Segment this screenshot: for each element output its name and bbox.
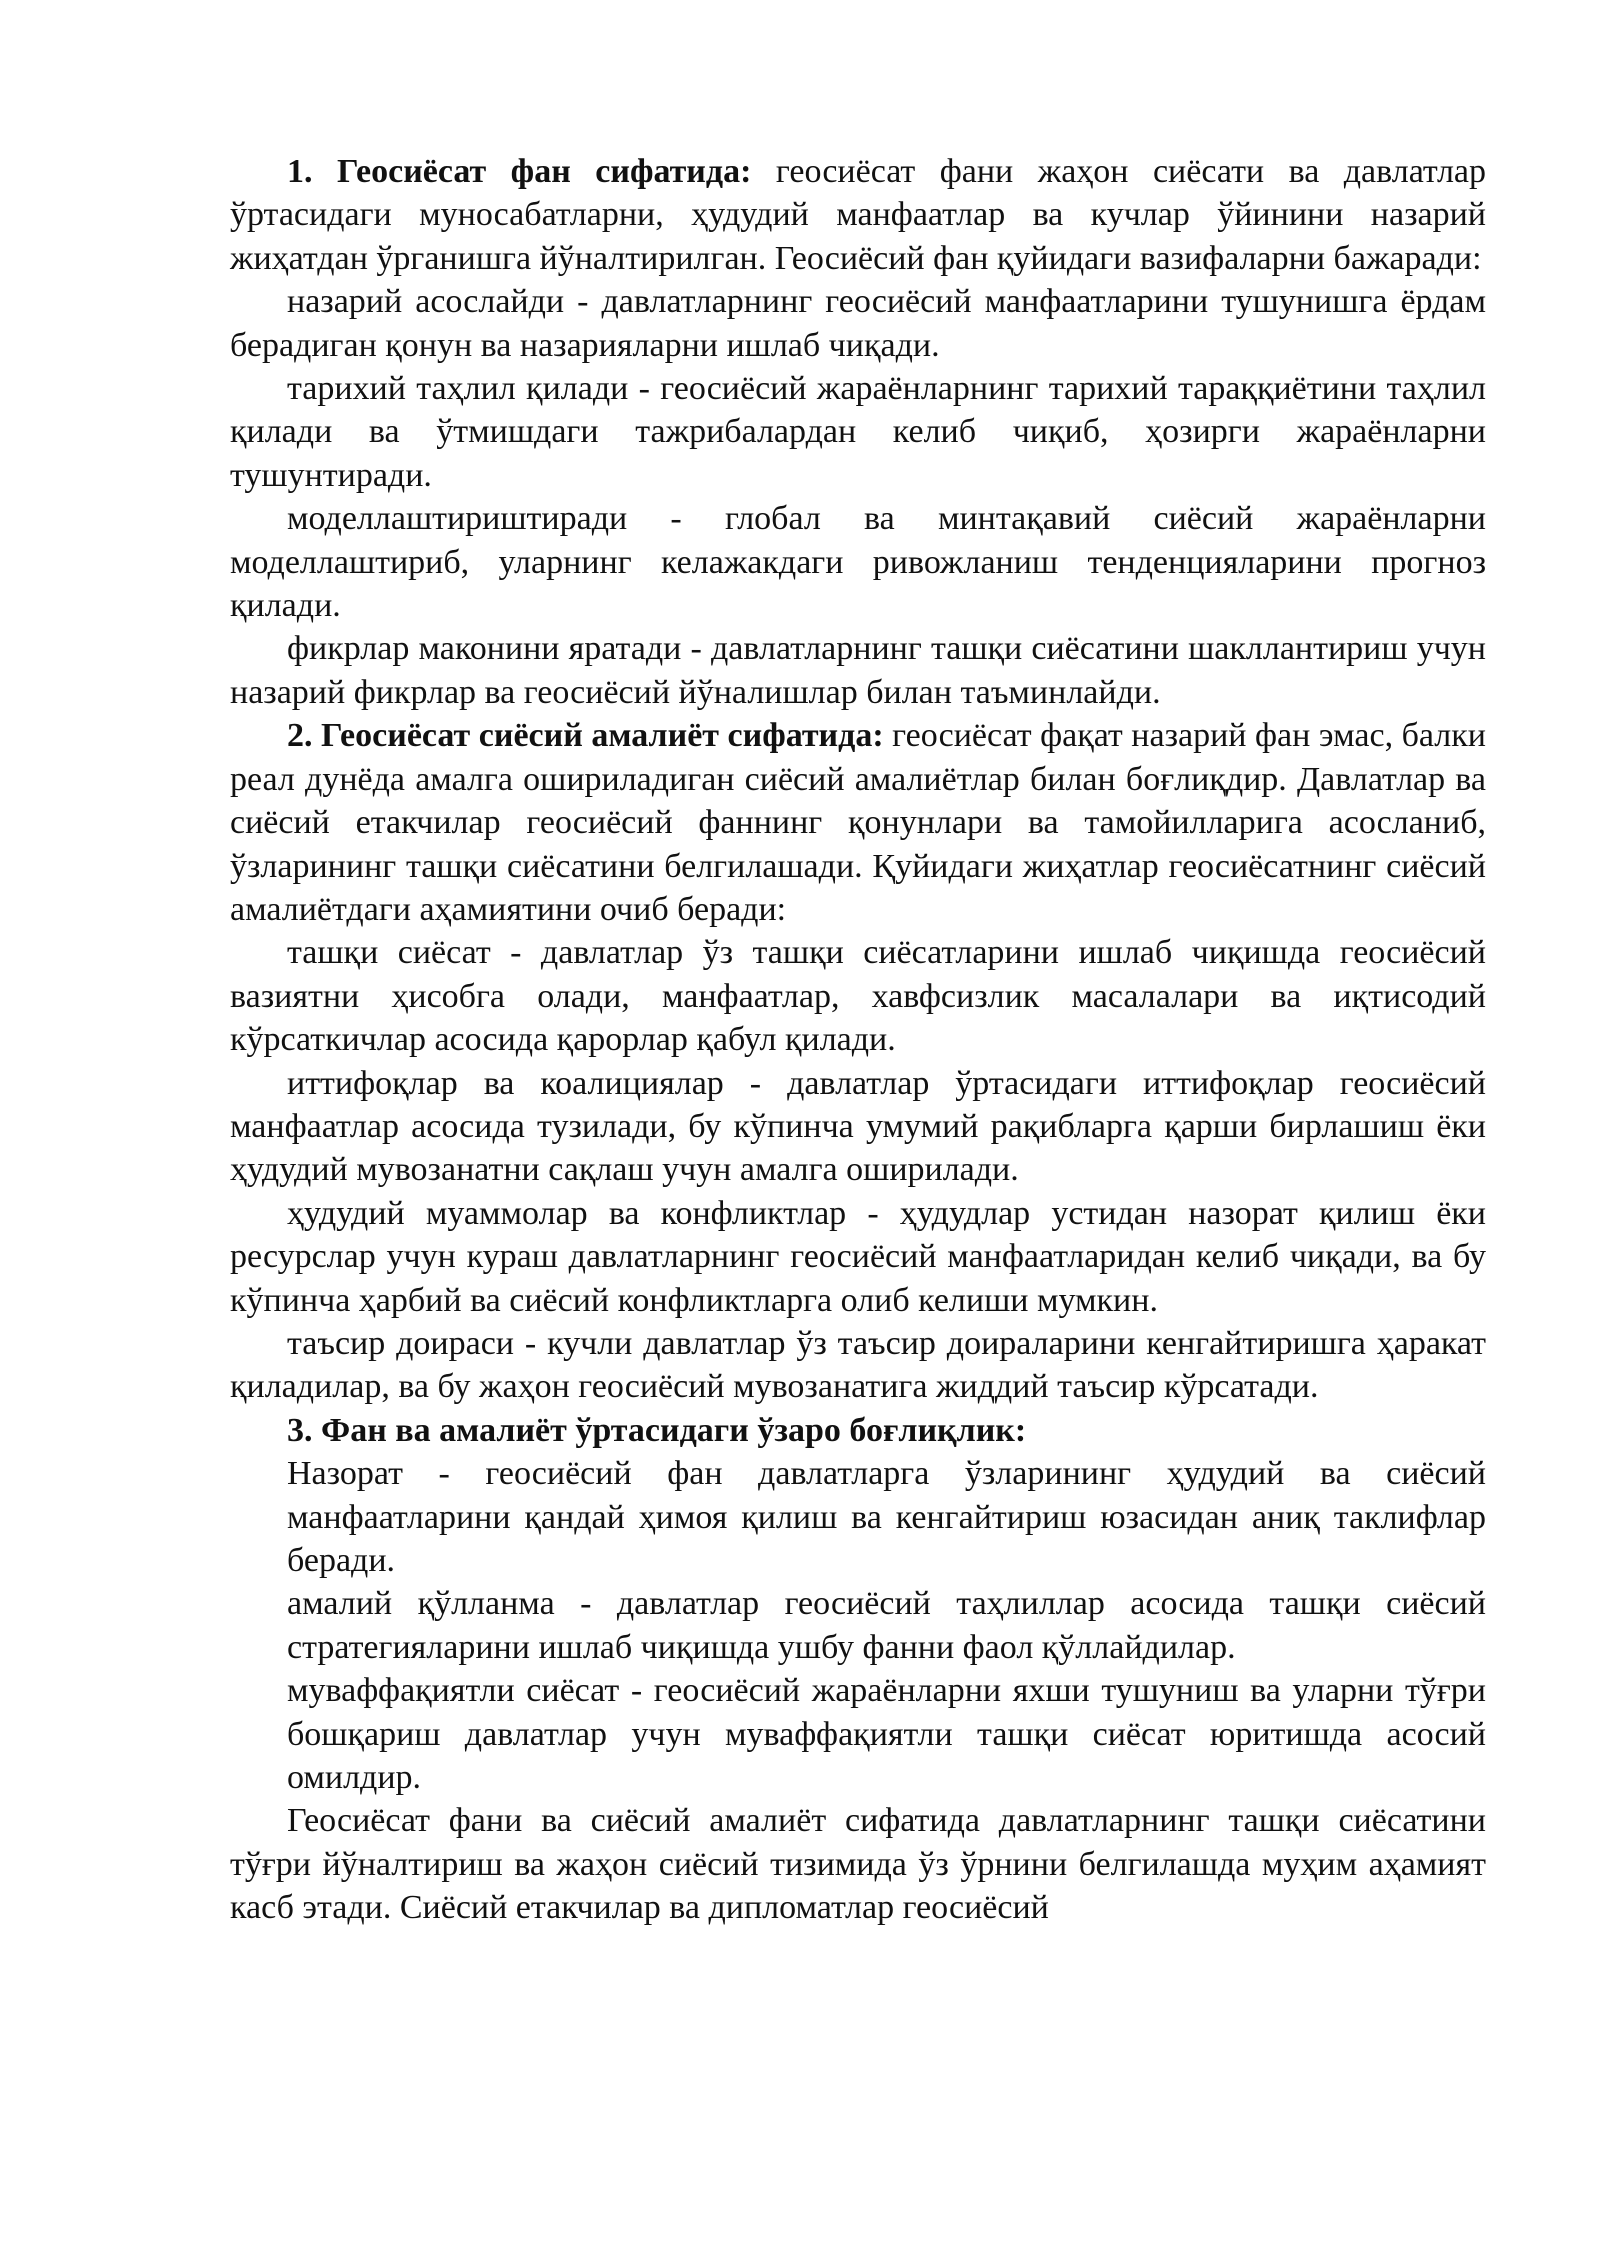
section-2-intro: геосиёсат фақат назарий фан эмас, балки реал дунёда амалга ошириладиган сиёсий амалиётлар билан боғлиқдир. Давлатлар ва сиёсий етакчилар геосиёсий фаннинг қонунлари ва тамойилларига асосланиб, ўзларининг ташқи сиёсатини белгилашади. Қуйидаги жиҳатлар геосиёсатнинг сиёсий амалиётдаги аҳамиятини очиб беради: (230, 717, 1486, 928)
section-2-heading: 2. Геосиёсат сиёсий амалиёт сифатида: (287, 717, 884, 755)
section-2-item: ҳудудий муаммолар ва конфликтлар - ҳудудлар устидан назорат қилиш ёки ресурслар учун кураш давлатларнинг геосиёсий манфаатларидан келиб чиқади, ва бу кўпинча ҳарбий ва сиёсий конфликтларга олиб келиши мумкин. (230, 1194, 1486, 1319)
section-1-item: назарий асослайди - давлатларнинг геосиёсий манфаатларини тушунишга ёрдам берадиган қонун ва назарияларни ишлаб чиқади. (230, 283, 1486, 364)
section-2-paragraph (230, 714, 1486, 931)
section-1-heading: 1. Геосиёсат фан сифатида: (287, 153, 752, 190)
section-1-intro: геосиёсат фани жаҳон сиёсати ва давлатлар ўртасидаги муносабатларни, ҳудудий манфаатлар ва кучлар ўйинини назарий жиҳатдан ўрганишга йўналтирилган. Геосиёсий фан қуйидаги вазифаларни бажаради: (230, 153, 1487, 277)
document-page (230, 150, 1486, 1930)
section-3-item: муваффақиятли сиёсат - геосиёсий жараёнларни яхши тушуниш ва уларни тўғри бошқариш давлатлар учун муваффақиятли ташқи сиёсат юритишда асосий омилдир. (287, 1672, 1486, 1797)
section-3-paragraph (230, 1409, 1486, 1452)
section-3-item: амалий қўлланма - давлатлар геосиёсий таҳлиллар асосида ташқи сиёсий стратегияларини ишлаб чиқишда ушбу фанни фаол қўллайдилар. (287, 1585, 1486, 1666)
section-3-heading: 3. Фан ва амалиёт ўртасидаги ўзаро боғлиқлик: (287, 1411, 1027, 1449)
section-1-paragraph (230, 150, 1486, 280)
section-1-item: моделлаштириштиради - глобал ва минтақавий сиёсий жараёнларни моделлаштириб, уларнинг келажакдаги ривожланиш тенденцияларини прогноз қилади. (230, 500, 1486, 625)
section-2-item: таъсир доираси - кучли давлатлар ўз таъсир доираларини кенгайтиришга ҳаракат қиладилар, ва бу жаҳон геосиёсий мувозанатига жиддий таъсир кўрсатади. (230, 1324, 1486, 1406)
section-1-item: фикрлар маконини яратади - давлатларнинг ташқи сиёсатини шакллантириш учун назарий фикрлар ва геосиёсий йўналишлар билан таъминлайди. (230, 630, 1486, 711)
section-2-item: ташқи сиёсат - давлатлар ўз ташқи сиёсатларини ишлаб чиқишда геосиёсий вазиятни ҳисобга олади, манфаатлар, хавфсизлик масалалари ва иқтисодий кўрсаткичлар асосида қарорлар қабул қилади. (230, 934, 1486, 1059)
section-1-item: тарихий таҳлил қилади - геосиёсий жараёнларнинг тарихий тараққиётини таҳлил қилади ва ўтмишдаги тажрибалардан келиб чиқиб, ҳозирги жараёнларни тушунтиради. (230, 370, 1486, 494)
section-2-item: иттифоқлар ва коалициялар - давлатлар ўртасидаги иттифоқлар геосиёсий манфаатлар асосида тузилади, бу кўпинча умумий рақибларга қарши бирлашиш ёки ҳудудий мувозанатни сақлаш учун амалга оширилади. (230, 1064, 1486, 1189)
conclusion-paragraph: Геосиёсат фани ва сиёсий амалиёт сифатида давлатларнинг ташқи сиёсатини тўғри йўналтириш ва жаҳон сиёсий тизимида ўз ўрнини белгилашда муҳим аҳамият касб этади. Сиёсий етакчилар ва дипломатлар геосиёсий (230, 1802, 1486, 1927)
section-3-item: Назорат - геосиёсий фан давлатларга ўзларининг ҳудудий ва сиёсий манфаатларини қандай ҳимоя қилиш ва кенгайтириш юзасидан аниқ таклифлар беради. (287, 1455, 1486, 1579)
